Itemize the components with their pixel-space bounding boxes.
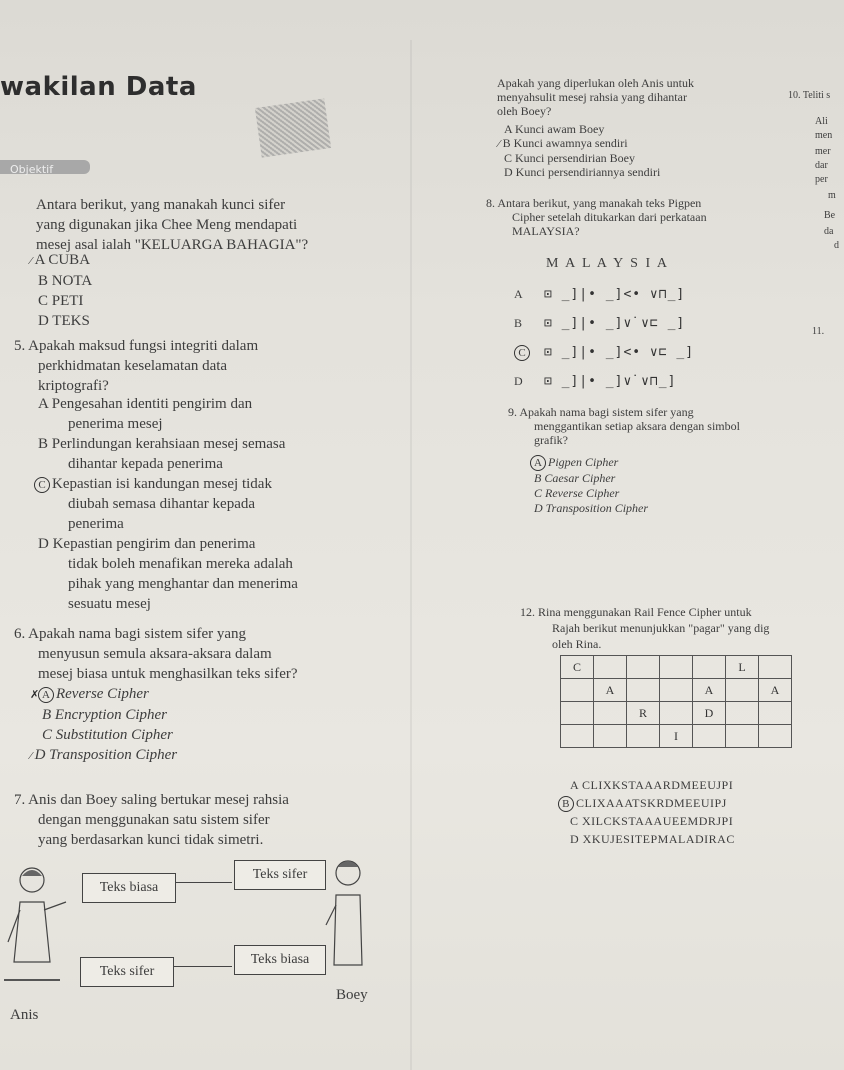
q4-line: Antara berikut, yang manakah kunci sifer [36, 197, 286, 213]
arrow-left [174, 966, 232, 967]
rail-fence-grid [560, 655, 792, 748]
q12-line: oleh Rina. [552, 637, 602, 651]
q5-option-b[interactable]: B Perlindungan kerahsiaan mesej semasa [38, 436, 286, 452]
q4-option-b[interactable]: B NOTA [38, 273, 93, 289]
grid-cell [759, 702, 792, 725]
q4-line: mesej asal ialah "KELUARGA BAHAGIA"? [36, 237, 309, 253]
pigpen-sequence-b: ⊡ _]|• _]∨̇ ∨⊏ _] [544, 316, 686, 331]
circled-answer-a: A [38, 687, 54, 703]
q8-option-a[interactable]: A ⊡ _]|• _]<• ∨⊓_] [514, 287, 686, 302]
q12-option-d[interactable]: D XKUJESITEPMALADIRAC [570, 832, 735, 846]
q12-options [562, 776, 735, 848]
grid-cell: A [759, 679, 792, 702]
q10-fragment: 10. Teliti s [788, 90, 831, 101]
q7-line: yang berdasarkan kunci tidak simetri. [38, 832, 264, 848]
grid-row [561, 679, 792, 702]
q5-option-d-cont: tidak boleh menafikan mereka adalah [68, 556, 293, 572]
q7-line: 7. Anis dan Boey saling bertukar mesej rahsia [14, 792, 289, 808]
grid-cell [693, 725, 726, 748]
grid-row [561, 656, 792, 679]
q7-text [14, 790, 289, 850]
qtop-option-c[interactable]: C Kunci persendirian Boey [504, 151, 635, 165]
q12-line: 12. Rina menggunakan Rail Fence Cipher untuk [520, 605, 752, 619]
q5-text [14, 336, 258, 396]
grid-cell [561, 702, 594, 725]
q6-option-a[interactable]: ✗ A Reverse Cipher [30, 686, 149, 702]
section-badge [0, 160, 90, 174]
q8-line: 8. Antara berikut, yang manakah teks Pigpen [486, 196, 702, 210]
grid-cell [561, 679, 594, 702]
q8-option-c[interactable] [514, 338, 694, 367]
grid-cell [726, 702, 759, 725]
arrow-right [176, 882, 232, 883]
q5-option-d-cont: pihak yang menghantar dan menerima [68, 576, 298, 592]
circled-answer-c: C [514, 345, 530, 361]
q12-option-c[interactable]: C XILCKSTAAAUEEMDRJPI [570, 814, 734, 828]
qtop-line: oleh Boey? [497, 104, 552, 118]
q4-line: yang digunakan jika Chee Meng mendapati [36, 217, 298, 233]
q12-option-a[interactable]: A CLIXKSTAAARDMEEUJPI [570, 778, 734, 792]
grid-cell [693, 656, 726, 679]
circled-answer-b: B [558, 796, 574, 812]
q6-line: menyusun semula aksara-aksara dalam [38, 646, 272, 662]
q4-option-a[interactable]: ⁄ A CUBA [30, 252, 91, 268]
grid-cell [594, 656, 627, 679]
q5-line: kriptografi? [38, 378, 109, 394]
section-badge-label: Objektif [10, 163, 54, 176]
grid-cell: A [594, 679, 627, 702]
q4-text [36, 195, 308, 255]
q8-text [486, 196, 707, 238]
edge-fragment: Be [824, 210, 836, 221]
q4-options [30, 250, 92, 331]
anis-illustration [0, 862, 80, 992]
q5-options [38, 394, 298, 614]
grid-cell [726, 725, 759, 748]
page-fold [410, 40, 412, 1070]
grid-row [561, 725, 792, 748]
qtop-option-a[interactable]: A Kunci awam Boey [504, 122, 605, 136]
q9-options [534, 455, 648, 516]
edge-fragment: m [828, 190, 836, 201]
tick-mark: ⁄ [498, 138, 503, 150]
qr-code-image [255, 98, 331, 157]
q9-option-b[interactable]: B Caesar Cipher [534, 471, 616, 485]
pigpen-sequence-c: ⊡ _]|• _]<• ∨⊏ _] [544, 345, 695, 360]
q11-fragment: 11. [812, 326, 825, 337]
grid-cell [594, 702, 627, 725]
q6-text [14, 624, 298, 684]
q5-option-a-cont: penerima mesej [68, 416, 163, 432]
pigpen-sequence-a: ⊡ _]|• _]<• ∨⊓_] [544, 287, 686, 302]
q8-line: MALAYSIA? [512, 224, 580, 238]
grid-cell: D [693, 702, 726, 725]
grid-cell: L [726, 656, 759, 679]
qtop-options [498, 122, 660, 179]
qtop-text [497, 76, 694, 118]
q8-option-b[interactable]: B ⊡ _]|• _]∨̇ ∨⊏ _] [514, 316, 686, 331]
person-label-anis: Anis [10, 1007, 39, 1023]
grid-cell: C [561, 656, 594, 679]
circled-answer-a: A [530, 455, 546, 471]
edge-fragment: per [815, 174, 828, 185]
grid-cell [561, 725, 594, 748]
q12-option-b[interactable]: B CLIXAAATSKRDMEEUIPJ [562, 794, 735, 812]
q5-option-d[interactable]: D Kepastian pengirim dan penerima [38, 536, 256, 552]
boey-illustration [322, 855, 372, 985]
grid-cell [660, 656, 693, 679]
q8-option-d[interactable]: D ⊡ _]|• _]∨̇ ∨⊓_] [514, 374, 677, 389]
q6-line: 6. Apakah nama bagi sistem sifer yang [14, 626, 247, 642]
edge-fragment: da [824, 226, 834, 237]
q6-options [30, 684, 177, 766]
q5-line: 5. Apakah maksud fungsi integriti dalam [14, 338, 259, 354]
q9-text [508, 405, 740, 447]
diagram-box-cipher-2: Teks sifer [80, 957, 174, 987]
q5-option-b-cont: dihantar kepada penerima [68, 456, 223, 472]
page-title: wakilan Data [0, 72, 197, 102]
qtop-line: menyahsulit mesej rahsia yang dihantar [497, 90, 687, 104]
q5-option-a[interactable]: A Pengesahan identiti pengirim dan [38, 396, 253, 412]
pigpen-sequence-d: ⊡ _]|• _]∨̇ ∨⊓_] [544, 374, 677, 389]
grid-cell [594, 725, 627, 748]
edge-fragment: Ali [815, 116, 828, 127]
q5-option-c[interactable]: C Kepastian isi kandungan mesej tidak [38, 474, 298, 494]
grid-cell [627, 725, 660, 748]
q6-option-d[interactable]: ⁄ D Transposition Cipher [30, 747, 178, 763]
q6-line: mesej biasa untuk menghasilkan teks sifer? [38, 666, 298, 682]
grid-row [561, 702, 792, 725]
diagram-box-plain-1: Teks biasa [82, 873, 176, 903]
grid-cell [726, 679, 759, 702]
q8-word: M A L A Y S I A [546, 256, 669, 271]
q9-option-d[interactable]: D Transposition Cipher [534, 501, 649, 515]
q9-option-c[interactable]: C Reverse Cipher [534, 486, 620, 500]
edge-fragment: d [834, 240, 839, 251]
qtop-option-b[interactable]: ⁄ B Kunci awamnya sendiri [498, 136, 628, 150]
person-label-boey: Boey [336, 987, 368, 1003]
grid-cell [660, 702, 693, 725]
q5-option-d-cont: sesuatu mesej [68, 596, 151, 612]
grid-cell: R [627, 702, 660, 725]
qtop-option-d[interactable]: D Kunci persendiriannya sendiri [504, 165, 661, 179]
q6-option-c[interactable]: C Substitution Cipher [42, 727, 173, 743]
diagram-box-cipher-1: Teks sifer [234, 860, 326, 890]
tick-mark: ⁄ [30, 255, 35, 267]
q7-line: dengan menggunakan satu sistem sifer [38, 812, 270, 828]
q9-line: grafik? [534, 433, 568, 447]
circled-answer-c: C [34, 477, 50, 493]
diagram-box-plain-2: Teks biasa [234, 945, 326, 975]
q6-option-b[interactable]: B Encryption Cipher [42, 707, 167, 723]
grid-cell [660, 679, 693, 702]
grid-cell [759, 656, 792, 679]
q8-line: Cipher setelah ditukarkan dari perkataan [512, 210, 707, 224]
q5-option-c-cont: penerima [68, 516, 124, 532]
edge-fragment: dar [815, 160, 828, 171]
edge-fragment: mer [815, 146, 831, 157]
tick-mark: ⁄ [30, 750, 35, 762]
q9-line: menggantikan setiap aksara dengan simbol [534, 419, 740, 433]
grid-cell [627, 679, 660, 702]
q4-option-d[interactable]: D TEKS [38, 313, 90, 329]
edge-fragment: men [815, 130, 833, 141]
q4-option-c[interactable]: C PETI [38, 293, 84, 309]
grid-cell [759, 725, 792, 748]
grid-cell: A [693, 679, 726, 702]
qtop-line: Apakah yang diperlukan oleh Anis untuk [497, 76, 694, 90]
grid-cell: I [660, 725, 693, 748]
grid-cell [627, 656, 660, 679]
q5-option-c-cont: diubah semasa dihantar kepada [68, 496, 256, 512]
cross-mark: ✗ [30, 689, 42, 701]
q12-line: Rajah berikut menunjukkan "pagar" yang dig [552, 621, 770, 635]
q9-line: 9. Apakah nama bagi sistem sifer yang [508, 405, 694, 419]
q12-text [520, 604, 769, 652]
q5-line: perkhidmatan keselamatan data [38, 358, 228, 374]
q9-option-a[interactable]: A Pigpen Cipher [534, 455, 648, 471]
q8-options [514, 280, 694, 396]
